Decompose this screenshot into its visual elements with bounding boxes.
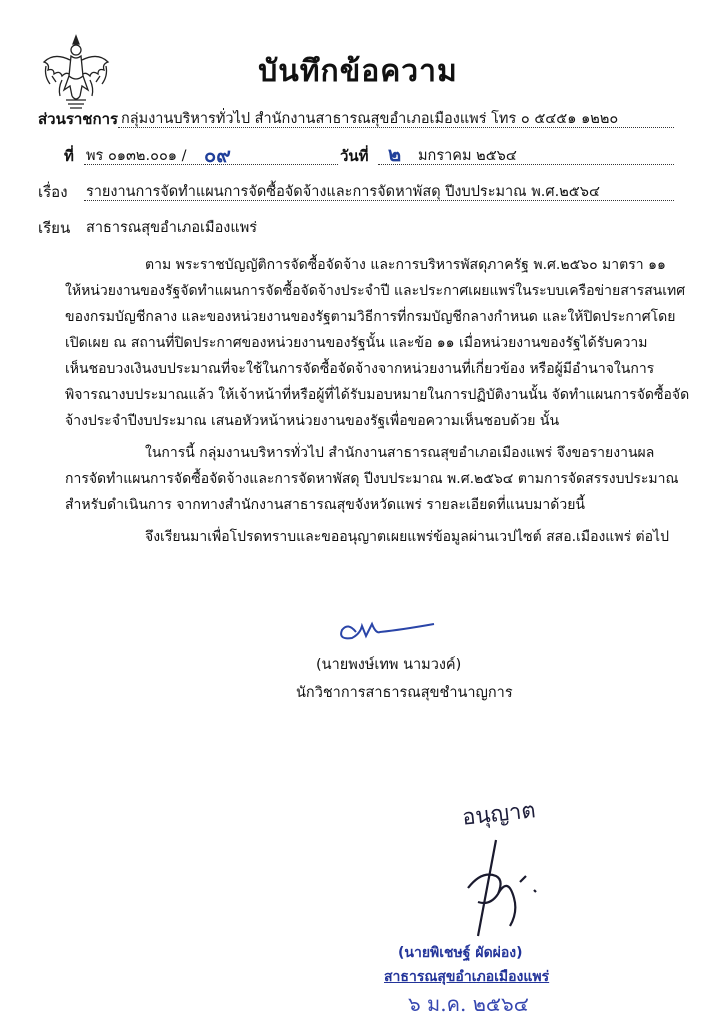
subject-value: รายงานการจัดทำแผนการจัดซื้อจัดจ้างและการจัดหาพัสดุ ปีงบประมาณ พ.ศ.๒๕๖๔ <box>86 184 600 200</box>
paragraph-line: การจัดทำแผนการจัดซื้อจัดจ้างและการจัดหาพัสดุ ปีงบประมาณ พ.ศ.๒๕๖๔ ตามการจัดสรรงบประมาณ <box>65 471 679 487</box>
paragraph-line: ในการนี้ กลุ่มงานบริหารทั่วไป สำนักงานสาธารณสุขอำเภอเมืองแพร่ จึงขอรายงานผล <box>145 445 655 461</box>
date-label: วันที่ <box>340 147 369 165</box>
date-dotted-line <box>378 164 674 165</box>
closing-line: จึงเรียนมาเพื่อโปรดทราบและขออนุญาตเผยแพร่ข้อมูลผ่านเวปไซต์ สสอ.เมืองแพร่ ต่อไป <box>145 529 669 545</box>
signer-1-name: (นายพงษ์เทพ นามวงค์) <box>316 657 462 673</box>
closing-paragraph <box>65 524 675 550</box>
paragraph-line: ของกรมบัญชีกลาง และของหน่วยงานของรัฐตามวิธีการที่กรมบัญชีกลางกำหนด และให้ปิดประกาศโดย <box>65 309 676 325</box>
to-label: เรียน <box>38 219 71 237</box>
body-paragraph-1 <box>65 252 690 434</box>
paragraph-line: ตาม พระราชบัญญัติการจัดซื้อจัดจ้าง และการบริหารพัสดุภาครัฐ พ.ศ.๒๕๖๐ มาตรา ๑๑ <box>145 257 666 273</box>
paragraph-line: พิจารณางบประมาณแล้ว ให้เจ้าหน้าที่หรือผู้ที่ได้รับมอบหมายในการปฏิบัติงานนั้น จัดทำแผนการจัดซื้อจัด <box>65 387 690 403</box>
paragraph-line: ให้หน่วยงานของรัฐจัดทำแผนการจัดซื้อจัดจ้างประจำปี และประกาศเผยแพร่ในระบบเครือข่ายสารสนเทศ <box>65 283 686 299</box>
ref-dotted-line <box>84 164 338 165</box>
agency-value: กลุ่มงานบริหารทั่วไป สำนักงานสาธารณสุขอำเภอเมืองแพร่ โทร ๐ ๕๔๕๑ ๑๒๒๐ <box>121 111 619 127</box>
signature-2-scribble <box>438 836 558 946</box>
paragraph-line: จ้างประจำปีงบประมาณ เสนอหัวหน้าหน่วยงานของรัฐเพื่อขอความเห็นชอบด้วย นั้น <box>65 413 560 429</box>
memo-title: บันทึกข้อความ <box>258 54 458 89</box>
ref-handwritten-number: ๐๙ <box>204 143 231 167</box>
date-day-handwritten: ๒ <box>388 142 402 166</box>
agency-label: ส่วนราชการ <box>38 110 119 128</box>
approval-date-stamp: ๖ ม.ค. ๒๕๖๔ <box>408 992 529 1016</box>
to-value: สาธารณสุขอำเภอเมืองแพร่ <box>86 220 258 236</box>
signature-1-scribble <box>330 612 450 648</box>
ref-label: ที่ <box>64 147 74 165</box>
agency-dotted-line <box>118 127 674 128</box>
ref-value: พร ๐๑๓๒.๐๐๑ / <box>86 148 187 164</box>
approver-position: สาธารณสุขอำเภอเมืองแพร่ <box>384 969 550 985</box>
body-paragraph-2 <box>65 440 679 518</box>
approval-note-handwritten: อนุญาต <box>460 798 537 831</box>
paragraph-line: สำหรับดำเนินการ จากทางสำนักงานสาธารณสุขจังหวัดแพร่ รายละเอียดที่แนบมาด้วยนี้ <box>65 497 585 513</box>
paragraph-line: เห็นชอบวงเงินงบประมาณที่จะใช้ในการจัดซื้อจัดจ้างจากหน่วยงานที่เกี่ยวข้อง หรือผู้มีอำนาจในการ <box>65 361 655 377</box>
approver-name: (นายพิเชษฐ์ ผัดผ่อง) <box>398 945 523 961</box>
subject-dotted-line <box>84 200 674 201</box>
date-value: มกราคม ๒๕๖๔ <box>418 148 517 164</box>
subject-label: เรื่อง <box>38 183 68 201</box>
signer-1-position: นักวิชาการสาธารณสุขชำนาญการ <box>296 685 513 701</box>
paragraph-line: เปิดเผย ณ สถานที่ปิดประกาศของหน่วยงานของรัฐนั้น และข้อ ๑๑ เมื่อหน่วยงานของรัฐได้รับความ <box>65 335 648 351</box>
